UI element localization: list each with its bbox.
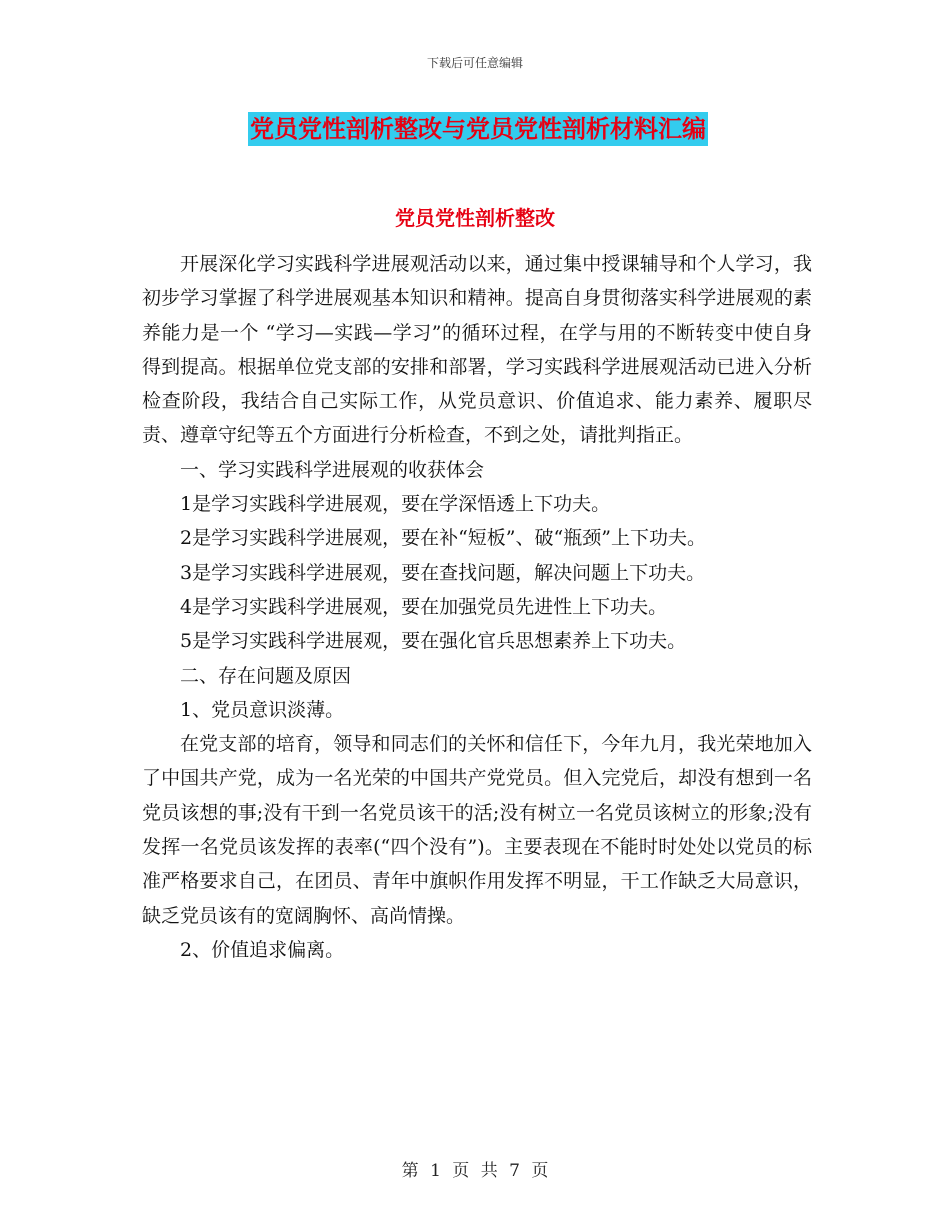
heading-gains: 一、学习实践科学进展观的收获体会 [180,458,485,481]
list-item: 5是学习实践科学进展观，要在强化官兵思想素养上下功夫。 [180,630,687,653]
list-item: 3是学习实践科学进展观，要在查找问题，解决问题上下功夫。 [180,561,706,584]
document-body [142,247,812,967]
subheading-value-pursuit: 2、价值追求偏离。 [180,938,345,961]
intro-paragraph: 开展深化学习实践科学进展观活动以来，通过集中授课辅导和个人学习，我初步学习掌握了科学进展观基本知识和精神。提高自身贯彻落实科学进展观的素养能力是一个 “学习—实践—学习”的循环过程，在学与用的不断转变中使自身得到提高。根据单位党支部的安排和部署，学习实践科学进展观活动已进入分析检查阶段，我结合自己实际工作，从党员意识、价值追求、能力素养、履职尽责、遵章守纪等五个方面进行分析检查，不到之处，请批判指正。 [142,253,812,447]
header-note: 下载后可任意编辑 [426,56,523,70]
list-item: 4是学习实践科学进展观，要在加强党员先进性上下功夫。 [180,595,668,618]
heading-problems: 二、存在问题及原因 [180,664,352,687]
page-number-footer: 第 1 页 共 7 页 [401,1161,549,1181]
document-main-title: 党员党性剖析整改与党员党性剖析材料汇编 [248,112,708,146]
body-paragraph: 在党支部的培育，领导和同志们的关怀和信任下，今年九月，我光荣地加入了中国共产党，成为一名光荣的中国共产党党员。但入完党后，却没有想到一名党员该想的事;没有干到一名党员该干的活;没有树立一名党员该树立的形象;没有发挥一名党员该发挥的表率(“四个没有”)。主要表现在不能时时处处以党员的标准严格要求自己，在团员、青年中旗帜作用发挥不明显，干工作缺乏大局意识，缺乏党员该有的宽阔胸怀、高尚情操。 [142,733,812,927]
section-title: 党员党性剖析整改 [395,206,555,230]
list-item: 1是学习实践科学进展观，要在学深悟透上下功夫。 [180,493,611,516]
list-item: 2是学习实践科学进展观，要在补“短板”、破“瓶颈”上下功夫。 [180,527,706,550]
subheading-party-awareness: 1、党员意识淡薄。 [180,698,345,721]
